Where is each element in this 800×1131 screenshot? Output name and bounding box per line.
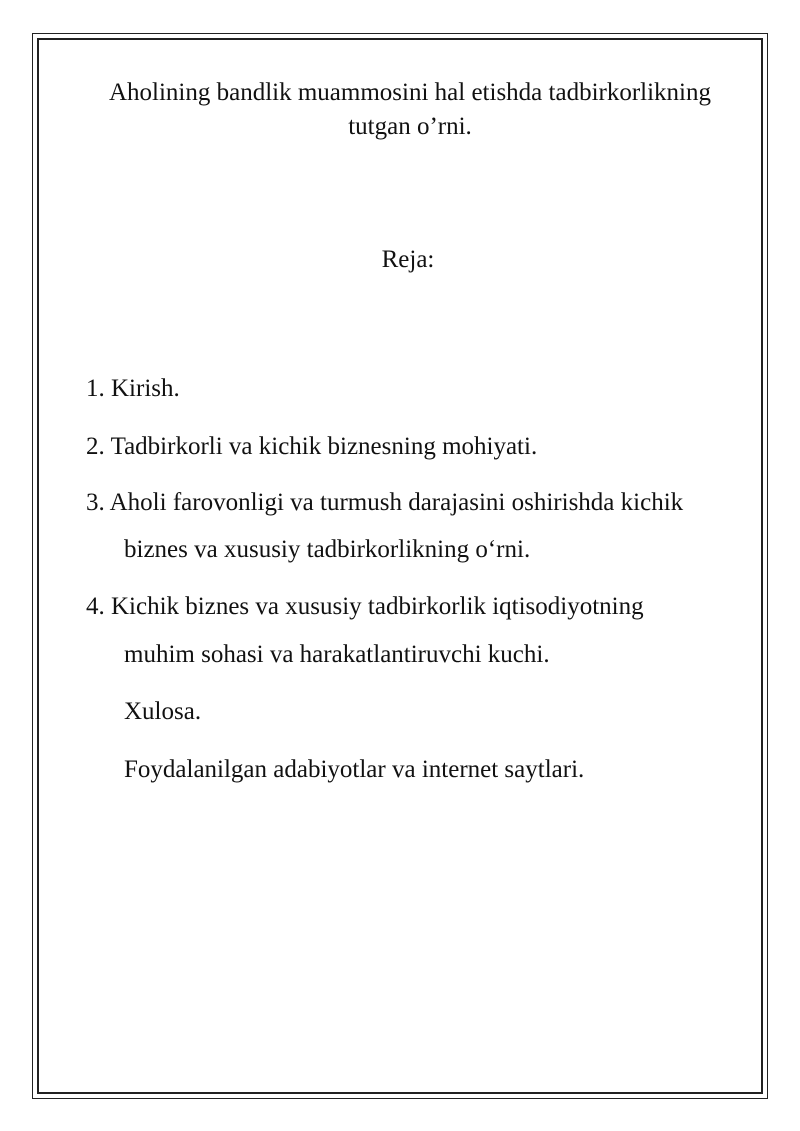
plan-item-text: Kirish. — [111, 375, 180, 402]
plan-item-text: Kichik biznes va xususiy tadbirkorlik iqtisodiyotning — [111, 593, 644, 620]
plan-item-2 — [86, 430, 537, 464]
title-line-1: Aholining bandlik muammosini hal etishda tadbirkorlikning — [108, 79, 711, 106]
plan-conclusion: Xulosa. — [124, 698, 202, 725]
plan-item-number: 1. — [86, 375, 105, 402]
plan-heading: Reja: — [381, 246, 435, 273]
plan-item-3 — [86, 486, 683, 520]
plan-item-text: Tadbirkorli va kichik biznesning mohiyati. — [110, 433, 538, 460]
plan-item-1 — [86, 372, 180, 406]
title-line-2: tutgan o’rni. — [348, 113, 472, 140]
document-title — [70, 76, 750, 144]
plan-item-number: 2. — [86, 433, 105, 460]
plan-item-3-continuation: biznes va xususiy tadbirkorlikning o‘rni. — [124, 536, 531, 563]
plan-item-4 — [86, 590, 644, 624]
plan-item-text: Aholi farovonligi va turmush darajasini oshirishda kichik — [109, 489, 684, 516]
plan-item-4-continuation: muhim sohasi va harakatlantiruvchi kuchi. — [124, 641, 550, 668]
plan-references: Foydalanilgan adabiyotlar va internet saytlari. — [124, 756, 585, 783]
plan-item-number: 3. — [86, 489, 105, 516]
plan-item-number: 4. — [86, 593, 105, 620]
